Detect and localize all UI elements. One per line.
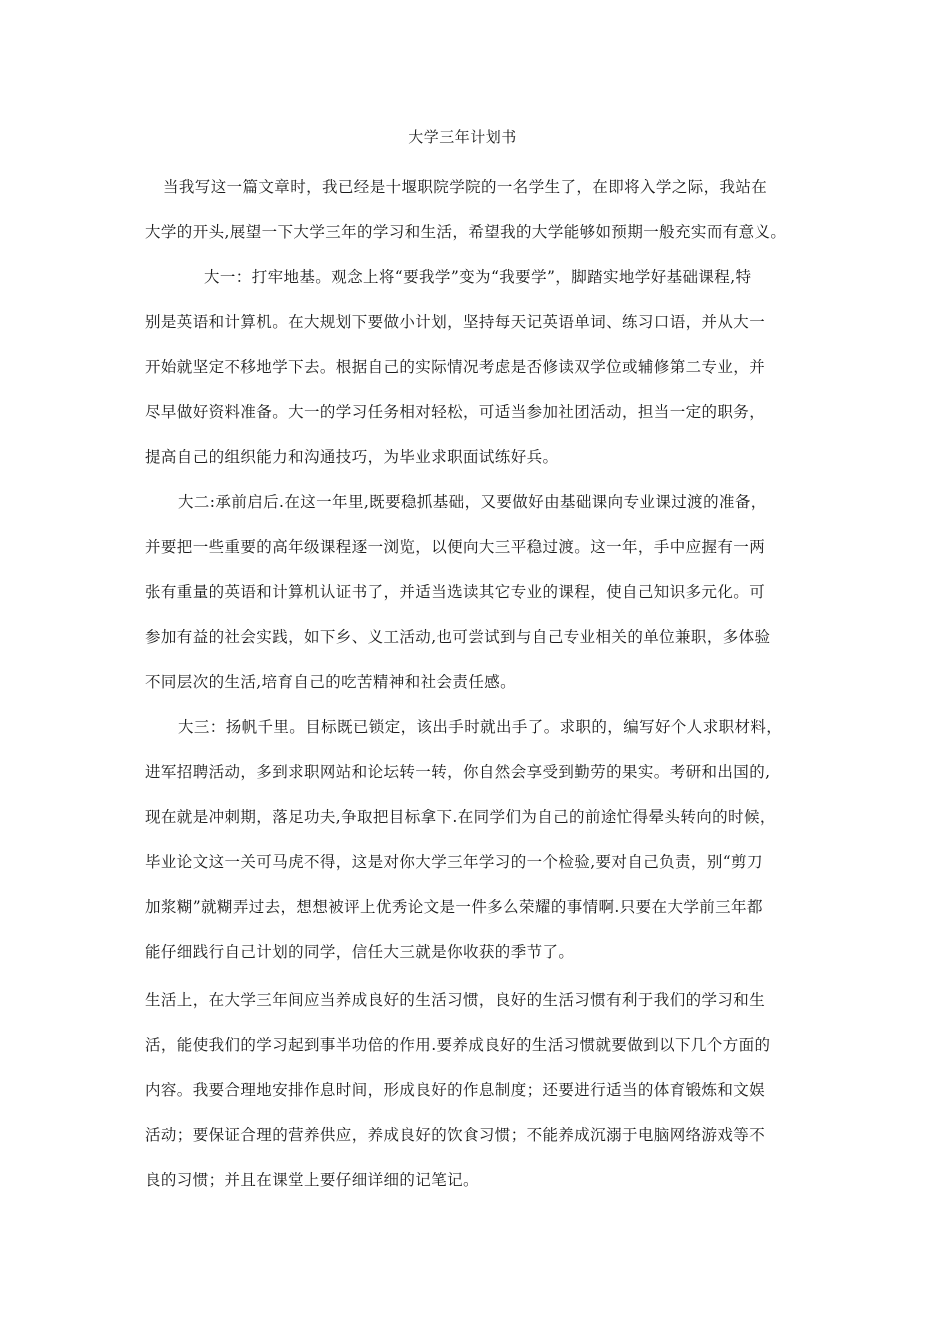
para-life-line: 活动；要保证合理的营养供应，养成良好的饮食习惯；不能养成沉溺于电脑网络游戏等不 — [145, 1126, 766, 1144]
para-year2-line: 并要把一些重要的高年级课程逐一浏览，以便向大三平稳过渡。这一年，手中应握有一两 — [145, 538, 766, 556]
para-life-line: 活，能使我们的学习起到事半功倍的作用.要养成良好的生活习惯就要做到以下几个方面的 — [145, 1036, 771, 1054]
para-year1-line: 别是英语和计算机。在大规划下要做小计划，坚持每天记英语单词、练习口语，并从大一 — [145, 313, 766, 331]
para-year3-line: 加浆糊”就糊弄过去，想想被评上优秀论文是一件多么荣耀的事情啊.只要在大学前三年都 — [145, 898, 763, 916]
para-life-line: 良的习惯；并且在课堂上要仔细详细的记笔记。 — [145, 1171, 479, 1189]
para-year3-line: 能仔细践行自己计划的同学，信任大三就是你收获的季节了。 — [145, 943, 575, 961]
para-year3-line: 现在就是冲刺期，落足功夫,争取把目标拿下.在同学们为自己的前途忙得晕头转向的时候， — [145, 808, 776, 826]
para-year1-line: 开始就坚定不移地学下去。根据自己的实际情况考虑是否修读双学位或辅修第二专业，并 — [145, 358, 766, 376]
para-life-line: 生活上，在大学三年间应当养成良好的生活习惯，良好的生活习惯有利于我们的学习和生 — [145, 991, 766, 1009]
para-year1-line: 提高自己的组织能力和沟通技巧，为毕业求职面试练好兵。 — [145, 448, 559, 466]
para-year1-line: 大一：打牢地基。观念上将“要我学”变为“我要学”，脚踏实地学好基础课程,特 — [204, 268, 752, 286]
para-intro-line: 当我写这一篇文章时，我已经是十堰职院学院的一名学生了，在即将入学之际，我站在 — [163, 178, 768, 196]
para-intro-line: 大学的开头,展望一下大学三年的学习和生活，希望我的大学能够如预期一般充实而有意义。 — [145, 223, 787, 241]
para-year2-line: 大二:承前启后.在这一年里,既要稳抓基础，又要做好由基础课向专业课过渡的准备， — [178, 493, 767, 511]
para-year1-line: 尽早做好资料准备。大一的学习任务相对轻松，可适当参加社团活动，担当一定的职务， — [145, 403, 766, 421]
para-year3-line: 大三：扬帆千里。目标既已锁定，该出手时就出手了。求职的，编写好个人求职材料， — [178, 718, 783, 736]
document-title: 大学三年计划书 — [408, 128, 517, 146]
para-year2-line: 张有重量的英语和计算机认证书了，并适当选读其它专业的课程，使自己知识多元化。可 — [145, 583, 766, 601]
para-year3-line: 进军招聘活动，多到求职网站和论坛转一转，你自然会享受到勤劳的果实。考研和出国的, — [145, 763, 771, 781]
para-year2-line: 不同层次的生活,培育自己的吃苦精神和社会责任感。 — [145, 673, 517, 691]
para-year3-line: 毕业论文这一关可马虎不得，这是对你大学三年学习的一个检验,要对自己负责，别“剪刀 — [145, 853, 763, 871]
para-life-line: 内容。我要合理地安排作息时间，形成良好的作息制度；还要进行适当的体育锻炼和文娱 — [145, 1081, 766, 1099]
para-year2-line: 参加有益的社会实践，如下乡、义工活动,也可尝试到与自己专业相关的单位兼职，多体验 — [145, 628, 771, 646]
